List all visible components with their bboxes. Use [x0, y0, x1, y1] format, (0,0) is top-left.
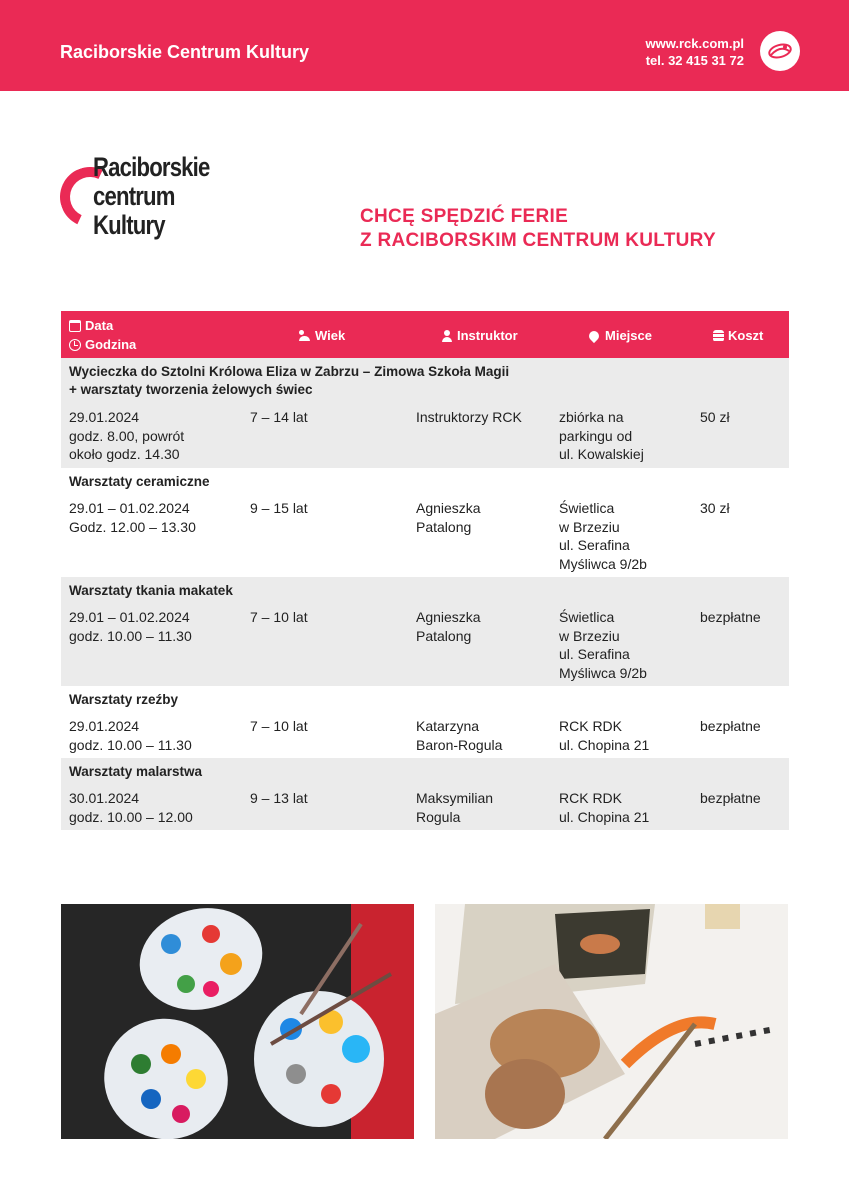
org-name: Raciborskie Centrum Kultury — [60, 42, 310, 62]
location-pin-icon — [587, 328, 601, 342]
users-icon — [299, 330, 311, 342]
contact-info — [646, 35, 745, 69]
row-date: 29.01.2024 godz. 10.00 – 11.30 — [69, 718, 192, 753]
table-header — [61, 311, 789, 358]
row-place: Świetlica w Brzeziu ul. Serafina Myśliwca 9/2b — [559, 500, 647, 572]
row-place: zbiórka na parkingu od ul. Kowalskiej — [559, 409, 644, 462]
table-row — [61, 758, 789, 830]
row-title: Warsztaty tkania makatek — [69, 583, 233, 598]
row-instructor: Agnieszka Patalong — [416, 500, 481, 535]
page-headline — [360, 205, 716, 253]
website-link[interactable]: www.rck.com.pl — [645, 36, 744, 51]
table-row — [61, 686, 789, 758]
row-cost: 50 zł — [700, 409, 730, 425]
rck-logo — [60, 152, 230, 247]
logo-line-3: Kultury — [93, 210, 165, 240]
row-instructor: Maksymilian Rogula — [416, 790, 494, 825]
header-instructor: Instruktor — [441, 328, 518, 343]
row-age: 7 – 14 lat — [250, 409, 308, 425]
phone-number: tel. 32 415 31 72 — [645, 53, 744, 68]
row-title: Warsztaty rzeźby — [69, 692, 179, 707]
row-place: RCK RDK ul. Chopina 21 — [559, 790, 650, 825]
header-time: Godzina — [69, 337, 136, 352]
headline-line-1: CHCĘ SPĘDZIĆ FERIE — [360, 206, 569, 227]
header-place: Miejsce — [589, 328, 652, 343]
row-date: 30.01.2024 godz. 10.00 – 12.00 — [69, 790, 193, 825]
logo-line-2: centrum — [93, 181, 175, 211]
table-row — [61, 468, 789, 577]
logo-line-1: Raciborskie — [93, 152, 210, 182]
events-table — [61, 311, 789, 830]
row-date: 29.01 – 01.02.2024 godz. 10.00 – 11.30 — [69, 609, 192, 644]
headline-line-2: Z RACIBORSKIM CENTRUM KULTURY — [360, 230, 716, 251]
row-place: Świetlica w Brzeziu ul. Serafina Myśliwca 9/2b — [559, 609, 647, 681]
row-cost: bezpłatne — [700, 790, 761, 806]
paint-palettes-photo — [61, 904, 414, 1139]
coins-icon — [713, 330, 724, 342]
calendar-icon — [69, 320, 81, 332]
row-age: 9 – 13 lat — [250, 790, 308, 806]
row-cost: 30 zł — [700, 500, 730, 516]
rck-badge-icon — [760, 31, 800, 71]
row-place: RCK RDK ul. Chopina 21 — [559, 718, 650, 753]
row-cost: bezpłatne — [700, 718, 761, 734]
header-date: Data — [69, 318, 113, 333]
row-date: 29.01 – 01.02.2024 Godz. 12.00 – 13.30 — [69, 500, 196, 535]
table-row — [61, 358, 789, 468]
table-row — [61, 577, 789, 686]
row-age: 7 – 10 lat — [250, 718, 308, 734]
row-title: Warsztaty ceramiczne — [69, 474, 210, 489]
row-instructor: Agnieszka Patalong — [416, 609, 481, 644]
row-date: 29.01.2024 godz. 8.00, powrót około godz. 14.30 — [69, 409, 185, 462]
clay-sculpting-photo — [435, 904, 788, 1139]
row-instructor: Katarzyna Baron-Rogula — [416, 718, 503, 753]
clock-icon — [69, 339, 81, 351]
row-instructor: Instruktorzy RCK — [416, 409, 522, 425]
row-age: 7 – 10 lat — [250, 609, 308, 625]
row-age: 9 – 15 lat — [250, 500, 308, 516]
user-icon — [441, 330, 453, 342]
top-bar — [0, 0, 849, 91]
row-title: Warsztaty malarstwa — [69, 764, 203, 779]
row-cost: bezpłatne — [700, 609, 761, 625]
header-age: Wiek — [299, 328, 345, 343]
header-cost: Koszt — [713, 328, 763, 343]
row-title: Wycieczka do Sztolni Królowa Eliza w Zabrzu – Zimowa Szkoła Magii + warsztaty tworzenia żelowych świec — [69, 364, 510, 397]
